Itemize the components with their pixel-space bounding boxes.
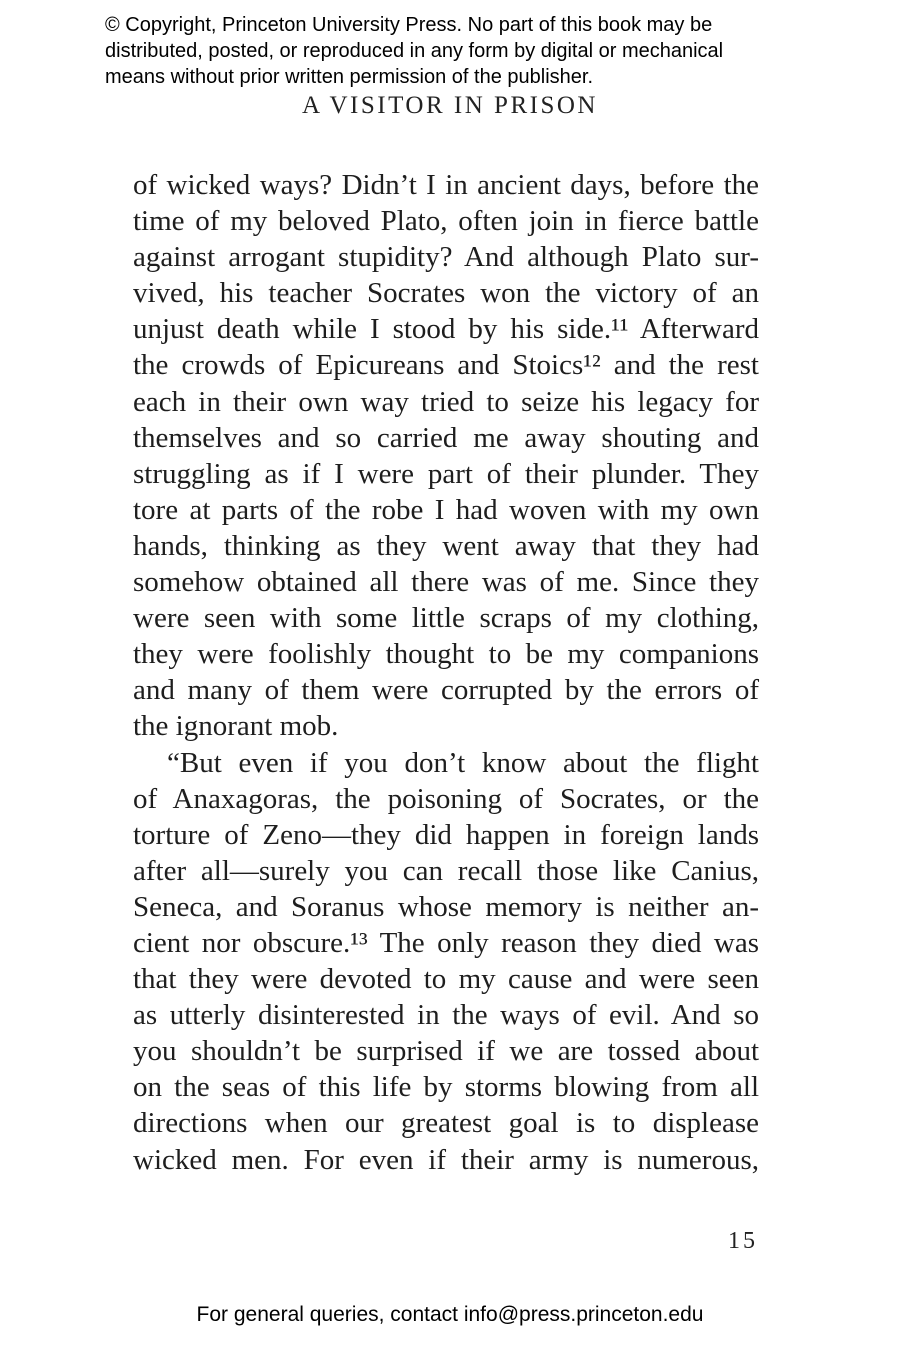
text-line: as utterly disinterested in the ways of evil. And so [133, 999, 759, 1032]
text-line: unjust death while I stood by his side.¹¹ Afterward [133, 313, 759, 346]
copyright-notice [105, 12, 825, 90]
text-line: cient nor obscure.¹³ The only reason they died was [133, 926, 759, 959]
text-line: you shouldn’t be surprised if we are tossed about [133, 1035, 759, 1068]
text-line: struggling as if I were part of their plunder. They [133, 457, 759, 490]
text-line: directions when our greatest goal is to displease [133, 1107, 759, 1140]
copyright-line-1: © Copyright, Princeton University Press. No part of this book may be [105, 14, 713, 36]
page-number: 15 [728, 1228, 758, 1254]
text-line: after all—surely you can recall those like Canius, [133, 854, 759, 887]
text-line: and many of them were corrupted by the errors of [133, 674, 759, 707]
text-line: against arrogant stupidity? And although Plato sur- [133, 241, 759, 274]
text-line: of wicked ways? Didn’t I in ancient days, before the [133, 169, 759, 201]
text-line: time of my beloved Plato, often join in fierce battle [133, 205, 759, 238]
text-line: that they were devoted to my cause and were seen [133, 963, 759, 996]
text-line: tore at parts of the robe I had woven with my own [133, 493, 759, 526]
copyright-line-2: distributed, posted, or reproduced in any form by digital or mechanical [105, 40, 724, 62]
text-line: of Anaxagoras, the poisoning of Socrates, or the [133, 782, 759, 815]
text-line: on the seas of this life by storms blowing from all [133, 1071, 759, 1104]
text-line: themselves and so carried me away shouting and [133, 421, 759, 454]
text-line: were seen with some little scraps of my clothing, [133, 602, 759, 635]
copyright-line-3: means without prior written permission of the publisher. [105, 66, 594, 88]
text-line: vived, his teacher Socrates won the victory of an [133, 277, 759, 310]
text-line: torture of Zeno—they did happen in foreign lands [133, 818, 759, 851]
text-line: “But even if you don’t know about the flight [167, 746, 759, 779]
text-line: wicked men. For even if their army is numerous, [133, 1143, 759, 1176]
text-line: the crowds of Epicureans and Stoics¹² and the rest [133, 349, 759, 382]
body-text [133, 167, 759, 1178]
text-line: hands, thinking as they went away that they had [133, 529, 759, 562]
text-line: each in their own way tried to seize his legacy for [133, 385, 759, 418]
text-line: the ignorant mob. [133, 710, 339, 743]
text-line: Seneca, and Soranus whose memory is neither an- [133, 890, 759, 923]
text-line: somehow obtained all there was of me. Since they [133, 566, 759, 599]
footer-contact: For general queries, contact info@press.princeton.edu [196, 1303, 704, 1326]
running-head: A VISITOR IN PRISON [302, 92, 598, 119]
text-line: they were foolishly thought to be my companions [133, 638, 759, 671]
